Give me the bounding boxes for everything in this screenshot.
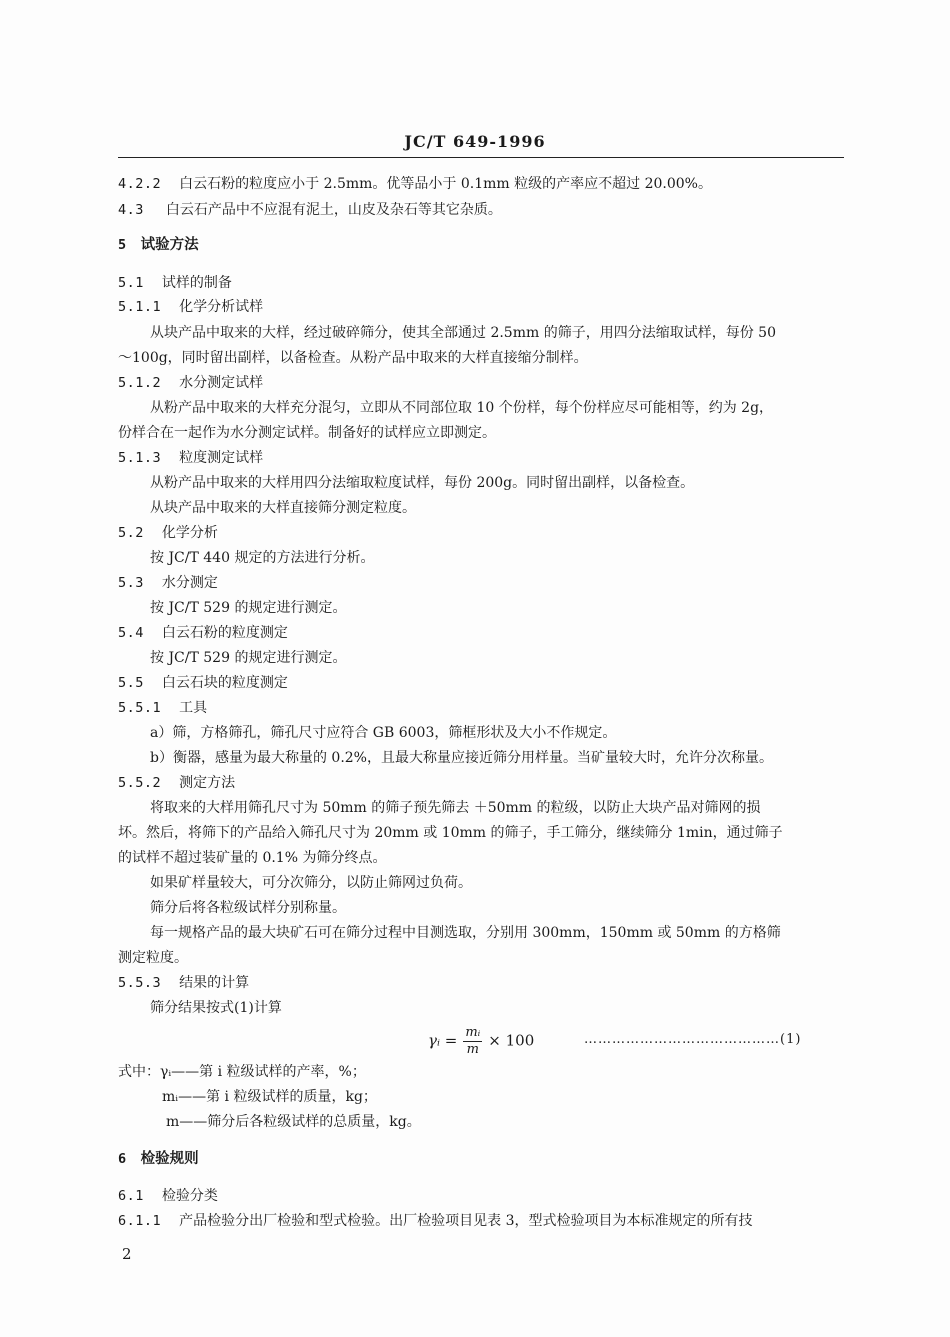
list-item-b: b）衡器，感量为最大称量的 0.2%，且最大称量应接近筛分用样量。当矿量较大时，允许分次称量。 [150,750,773,766]
where-line-3: m——筛分后各粒级试样的总质量，kg。 [166,1114,421,1130]
clause-number: 5.5.2 [118,775,162,791]
formula-denominator: m [466,1042,479,1057]
where-definition: γᵢ——第 i 粒级试样的产率，%； [160,1064,366,1080]
paragraph: 从粉产品中取来的大样充分混匀，立即从不同部位取 10 个份样，每个份样应尽可能相等，约为 2g， [150,400,774,416]
clause-number: 5.5 [118,675,144,691]
where-line-1 [118,1063,366,1081]
paragraph: 筛分结果按式(1)计算 [150,1000,282,1016]
clause-5-5-1 [118,699,207,717]
clause-5-1-2 [118,374,263,392]
clause-6-1 [118,1187,218,1205]
clause-number: 4.3 [118,202,144,218]
paragraph: 份样合在一起作为水分测定试样。制备好的试样应立即测定。 [118,425,496,441]
formula-lhs: γᵢ = [428,1031,458,1050]
paragraph: 按 JC/T 529 的规定进行测定。 [150,600,347,616]
section-5-heading [118,236,199,254]
clause-5-1-1 [118,298,263,316]
section-title: 试验方法 [140,237,199,253]
section-title: 检验规则 [140,1151,199,1167]
paragraph: 按 JC/T 440 规定的方法进行分析。 [150,550,375,566]
clause-number: 6.1 [118,1188,144,1204]
paragraph: 如果矿样量较大，可分次筛分，以防止筛网过负荷。 [150,875,472,891]
standard-code-header: JC/T 649-1996 [404,132,546,151]
where-label: 式中： [118,1064,160,1080]
clause-number: 5.1.1 [118,299,162,315]
clause-text: 白云石粉的粒度测定 [161,625,288,641]
clause-5-3 [118,574,218,592]
clause-text: 化学分析试样 [179,299,264,315]
paragraph: 从块产品中取来的大样直接筛分测定粒度。 [150,500,416,516]
clause-5-1-3 [118,449,263,467]
formula-fraction [463,1025,482,1058]
clause-number: 5.3 [118,575,144,591]
formula-numerator: mᵢ [465,1025,481,1040]
clause-text: 粒度测定试样 [179,450,264,466]
clause-number: 5.5.3 [118,975,162,991]
clause-text: 白云石块的粒度测定 [161,675,288,691]
clause-text: 白云石产品中不应混有泥土，山皮及杂石等其它杂质。 [165,202,502,218]
clause-number: 5.1 [118,275,144,291]
formula-1 [428,1025,534,1058]
clause-6-1-1 [118,1212,753,1230]
clause-number: 5.4 [118,625,144,641]
clause-4-2-2 [118,175,712,193]
paragraph: 从块产品中取来的大样，经过破碎筛分，使其全部通过 2.5mm 的筛子，用四分法缩取试样，每份 50 [150,325,776,341]
clause-5-4 [118,624,288,642]
clause-number: 5.5.1 [118,700,162,716]
list-item-a: a）筛，方格筛孔，筛孔尺寸应符合 GB 6003，筛框形状及大小不作规定。 [150,725,617,741]
clause-number: 5.2 [118,525,144,541]
paragraph: 测定粒度。 [118,950,188,966]
clause-text: 化学分析 [161,525,218,541]
clause-number: 5.1.3 [118,450,162,466]
header-rule [118,157,844,158]
clause-text: 水分测定 [161,575,218,591]
clause-5-1 [118,274,232,292]
paragraph: 的试样不超过装矿量的 0.1% 为筛分终点。 [118,850,387,866]
clause-text: 结果的计算 [179,975,250,991]
paragraph: 将取来的大样用筛孔尺寸为 50mm 的筛子预先筛去 ＋50mm 的粒级，以防止大块产品对筛网的损 [150,800,761,816]
page-number: 2 [122,1245,132,1263]
formula-number: ……………………………………(1) [584,1032,802,1047]
clause-5-5-3 [118,974,249,992]
clause-number: 6.1.1 [118,1213,162,1229]
clause-text: 工具 [179,700,208,716]
paragraph: 筛分后将各粒级试样分别称量。 [150,900,346,916]
section-6-heading [118,1150,199,1168]
section-number: 5 [118,237,127,253]
clause-text: 水分测定试样 [179,375,264,391]
clause-4-3 [118,201,502,219]
paragraph: 坏。然后，将筛下的产品给入筛孔尺寸为 20mm 或 10mm 的筛子，手工筛分，继续筛分 1min，通过筛子 [118,825,783,841]
clause-number: 4.2.2 [118,176,162,192]
paragraph: 按 JC/T 529 的规定进行测定。 [150,650,347,666]
paragraph: ～100g，同时留出副样，以备检查。从粉产品中取来的大样直接缩分制样。 [118,350,588,366]
clause-5-2 [118,524,218,542]
paragraph: 从粉产品中取来的大样用四分法缩取粒度试样，每份 200g。同时留出副样，以备检查。 [150,475,695,491]
clause-text: 检验分类 [161,1188,218,1204]
clause-text: 试样的制备 [161,275,232,291]
section-number: 6 [118,1151,127,1167]
clause-5-5 [118,674,288,692]
clause-5-5-2 [118,774,235,792]
clause-text: 产品检验分出厂检验和型式检验。出厂检验项目见表 3，型式检验项目为本标准规定的所有技 [179,1213,753,1229]
formula-rhs: × 100 [488,1031,535,1050]
clause-number: 5.1.2 [118,375,162,391]
paragraph: 每一规格产品的最大块矿石可在筛分过程中目测选取，分别用 300mm，150mm 或 50mm 的方格筛 [150,925,781,941]
where-line-2: mᵢ——第 i 粒级试样的质量，kg； [162,1089,377,1105]
clause-text: 白云石粉的粒度应小于 2.5mm。优等品小于 0.1mm 粒级的产率应不超过 20.00%。 [179,176,712,192]
clause-text: 测定方法 [179,775,236,791]
